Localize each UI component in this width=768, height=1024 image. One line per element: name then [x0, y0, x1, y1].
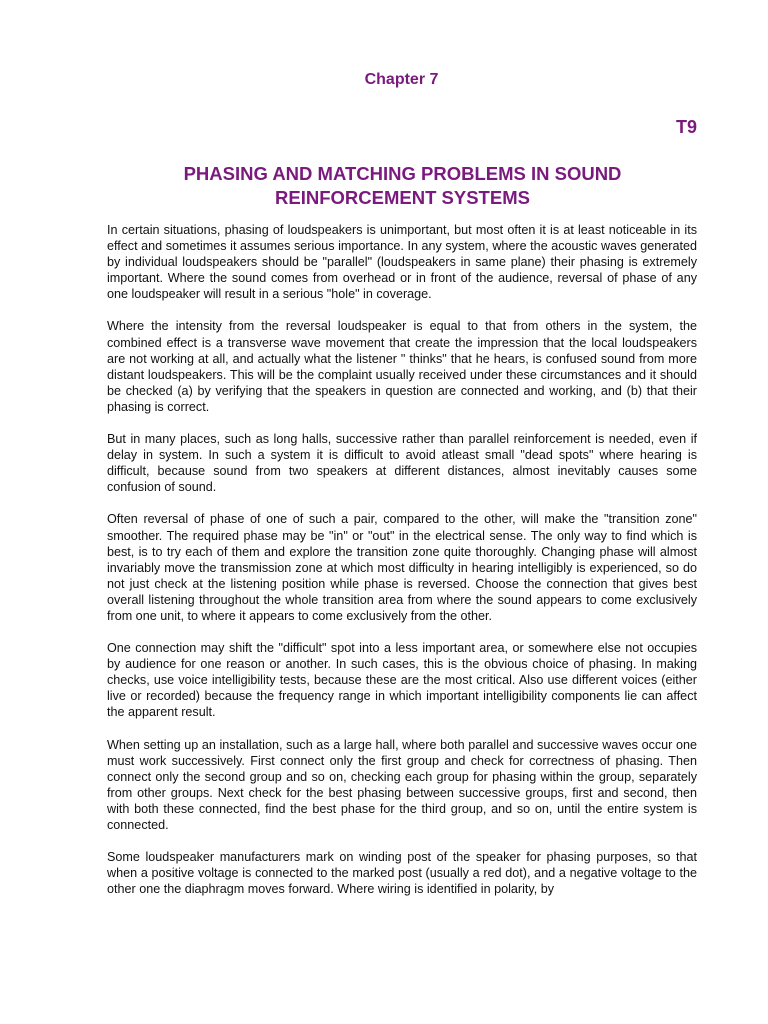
paragraph: One connection may shift the "difficult" spot into a less important area, or somewhere else not occupies by audience for one reason or another. In such cases, this is the obvious choice of phasing. In making checks, use voice intelligibility tests, because these are the most critical. Also use different voices (either live or recorded) because the frequency range in which important intelligibility components lie can affect the apparent result.: [107, 641, 697, 720]
body-text: [107, 222, 697, 913]
chapter-heading: Chapter 7: [364, 71, 439, 88]
paragraph: Often reversal of phase of one of such a pair, compared to the other, will make the "transition zone" smoother. The required phase may be "in" or "out" in the electrical sense. The only way to find which is best, is to try each of them and explore the transition zone quite thoroughly. Changing phase will almost invariably move the transmission zone at which most difficulty in hearing intelligibly is experienced, so do not just check at the listening position while phase is reversed. Choose the connection that gives best overall listening throughout the whole transition area from where the sound appears to come exclusively from one unit, to where it appears to come exclusively from the other.: [107, 512, 697, 623]
paragraph: Some loudspeaker manufacturers mark on winding post of the speaker for phasing purposes, so that when a positive voltage is connected to the marked post (usually a red dot), and a negative voltage to the other one the diaphragm moves forward. Where wiring is identified in polarity, by: [107, 850, 697, 897]
page-title: [108, 162, 697, 210]
paragraph: When setting up an installation, such as a large hall, where both parallel and successive waves occur one must work successively. First connect only the first group and check for correctness of phasing. Then connect only the second group and so on, checking each group for phasing within the group, separately from other groups. Next check for the best phasing between successive groups, first and second, then with both these connected, find the best phase for the third group, and so on, until the entire system is connected.: [107, 737, 697, 832]
paragraph: But in many places, such as long halls, successive rather than parallel reinforcement is needed, even if delay in system. In such a system it is difficult to avoid atleast small "dead spots" where hearing is difficult, because sound from two speakers at different distances, almost inevitably causes some confusion of sound.: [107, 432, 697, 495]
title-line-2: REINFORCEMENT SYSTEMS: [275, 187, 530, 208]
title-line-1: PHASING AND MATCHING PROBLEMS IN SOUND: [183, 163, 622, 184]
paragraph: Where the intensity from the reversal loudspeaker is equal to that from others in the system, the combined effect is a transverse wave movement that create the impression that the local loudspeakers are not working at all, and actually what the listener " thinks" that he hears, is confused sound from more distant loudspeakers. This will be the complaint usually received under these circumstances and it should be checked (a) by verifying that the speakers in question are connected and working, and (b) that their phasing is correct.: [107, 319, 697, 414]
section-code: T9: [675, 117, 697, 137]
paragraph: In certain situations, phasing of loudspeakers is unimportant, but most often it is at least noticeable in its effect and sometimes it assumes serious importance. In any system, where the acoustic waves generated by individual loudspeakers should be "parallel" (loudspeakers in same plane) their phasing is extremely important. Where the sound comes from overhead or in front of the audience, reversal of phase of any one loudspeaker will result in a serious "hole" in coverage.: [107, 223, 697, 302]
